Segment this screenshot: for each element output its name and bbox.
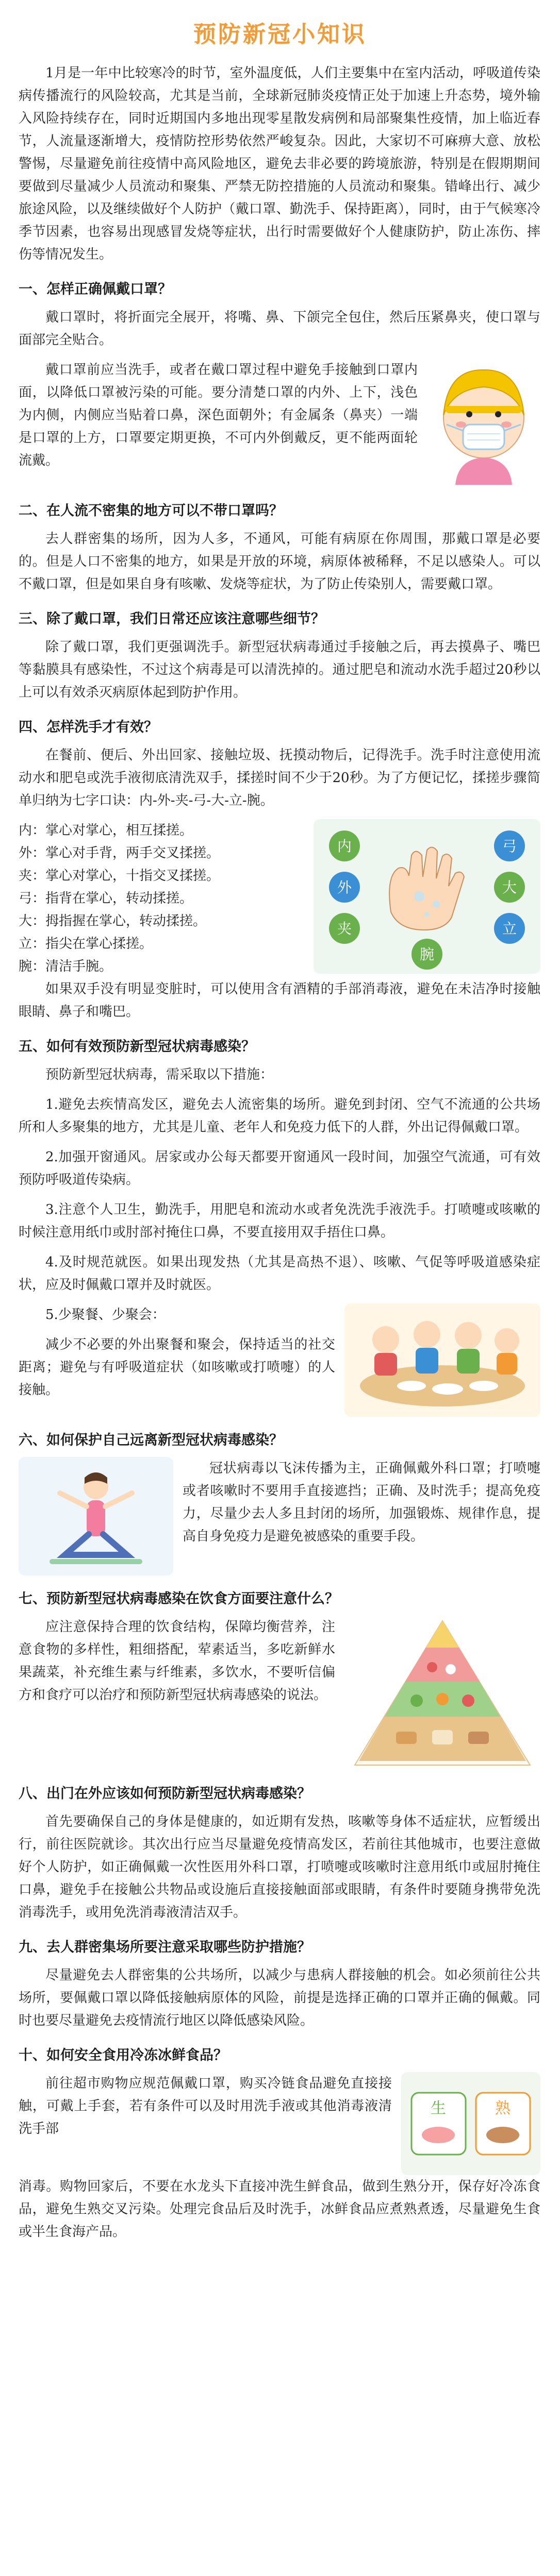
section-2-heading: 二、在人流不密集的地方可以不带口罩吗？	[19, 503, 283, 519]
page-title: 预防新冠小知识	[193, 21, 367, 47]
section-5-item: 3.注意个人卫生，勤洗手，用肥皂和流动水或者免洗洗手液洗手。打喷嚏或咳嗽的时候注意用纸巾或肘部衬掩住口鼻，不要直接用双手捂住口鼻。	[19, 1202, 540, 1240]
section-1-para-1: 戴口罩时，将折面完全展开，将嘴、鼻、下颌完全包住，然后压紧鼻夹，使口罩与面部完全贴合。	[19, 310, 540, 348]
section-2-para-1: 去人群密集的场所，因为人多，不通风，可能有病原在你周围，那戴口罩是必要的。但是人口不密集的地方，如果是开放的环境，病原体被稀释，不足以感染人。可以不戴口罩，但是如果自身有咳嗽、发烧等症状，为了防止传染别人，需要戴口罩。	[19, 531, 540, 592]
section-4-heading: 四、怎样洗手才有效？	[19, 719, 158, 735]
section-3-para-1: 除了戴口罩，我们更强调洗手。新型冠状病毒通过手接触之后，再去摸鼻子、嘴巴等黏膜具有感染性，不过这个病毒是可以清洗掉的。通过肥皂和流动水洗手超过20秒以上可以有效杀灭病原体起到防护作用。	[19, 639, 540, 700]
section-4-para-1: 在餐前、便后、外出回家、接触垃圾、抚摸动物后，记得洗手。洗手时注意使用流动水和肥皂或洗手液彻底清洗双手，揉搓时间不少于20秒。为了方便记忆，揉搓步骤简单归纳为七字口诀：内-外-夹-弓-大-立-腕。	[19, 748, 540, 808]
wheel-char-nei: 内	[337, 838, 352, 855]
yoga-illustration	[19, 1457, 173, 1575]
section-10-para-1: 前往超市购物应规范佩戴口罩，购买冷链食品避免直接接触，可戴上手套，若有条件可以及时用洗手液或其他消毒液清洗手部	[19, 2076, 392, 2137]
wheel-char-gong: 弓	[502, 838, 517, 855]
handwash-step: 夹：掌心对掌心，十指交叉揉搓。	[19, 868, 220, 884]
section-4-para-2: 如果双手没有明显变脏时，可以使用含有酒精的手部消毒液，避免在未洁净时接触眼睛、鼻子和嘴巴。	[19, 981, 540, 1020]
section-5-item: 减少不必要的外出聚餐和聚会，保持适当的社交距离；避免与有呼吸道症状（如咳嗽或打喷嚏）的人接触。	[19, 1337, 335, 1398]
section-9-para-1: 尽量避免去人群密集的公共场所，以减少与患病人群接触的机会。如必须前往公共场所，要佩戴口罩以降低接触病原体的风险，前提是选择正确的口罩并正确的佩戴。同时也要尽量避免去疫情流行地区以降低感染风险。	[19, 1968, 540, 2028]
section-5-heading: 五、如何有效预防新型冠状病毒感染？	[19, 1039, 255, 1055]
section-5-item: 4.及时规范就医。如果出现发热（尤其是高热不退）、咳嗽、气促等呼吸道感染症状，应及时佩戴口罩并及时就医。	[19, 1255, 540, 1293]
handwash-steps-illustration	[314, 819, 540, 974]
section-6-figure-row	[19, 1457, 540, 1575]
article-body	[19, 62, 540, 2250]
section-9-heading: 九、去人群密集场所要注意采取哪些防护措施？	[19, 1939, 311, 1955]
cooked-label: 熟	[495, 2099, 510, 2117]
handwash-steps-row	[19, 819, 540, 978]
wheel-char-wai: 外	[337, 879, 352, 896]
raw-cooked-food-illustration	[401, 2072, 540, 2175]
wheel-char-jia: 夹	[337, 920, 352, 937]
wheel-char-wan: 腕	[419, 946, 435, 963]
handwash-steps-list	[19, 819, 304, 978]
section-7-figure-row	[19, 1616, 540, 1770]
food-pyramid-illustration	[344, 1616, 540, 1770]
handwash-step: 外：掌心对手背，两手交叉揉搓。	[19, 845, 220, 861]
handwash-step: 内：掌心对掌心，相互揉搓。	[19, 823, 193, 838]
handwash-step: 大：拇指握在掌心，转动揉搓。	[19, 913, 207, 929]
handwash-step: 立：指尖在掌心揉搓。	[19, 936, 153, 952]
handwash-step: 腕：清洁手腕。	[19, 959, 113, 974]
raw-label: 生	[431, 2099, 446, 2117]
section-5-item: 1.避免去疾情高发区，避免去人流密集的场所。避免到封闭、空气不流通的公共场所和人多聚集的地方，尤其是儿童、老年人和免疫力低下的人群，外出记得佩戴口罩。	[19, 1097, 540, 1135]
section-6-para-1: 冠状病毒以飞沫传播为主，正确佩戴外科口罩；打喷嚏或者咳嗽时不要用手直接遮挡；正确、及时洗手；提高免疫力，尽量少去人多且封闭的场所，加强锻炼、规律作息，提高自身免疫力是避免被感染的重要手段。	[183, 1461, 540, 1544]
section-10-para-2: 消毒。购物回家后，不要在水龙头下直接冲洗生鲜食品，做到生熟分开，保存好冷冻食品，避免生熟交叉污染。处理完食品后及时洗手，冰鲜食品应煮熟煮透，尽量避免生食或半生食海产品。	[19, 2179, 540, 2240]
family-dinner-illustration	[344, 1303, 540, 1417]
section-7-para-1: 应注意保持合理的饮食结构，保障均衡营养，注意食物的多样性，粗细搭配，荤素适当，多吃新鲜水果蔬菜，补充维生素与纤维素，多饮水，不要听信偏方和食疗可以治疗和预防新型冠状病毒感染的说法。	[19, 1619, 335, 1703]
section-3-heading: 三、除了戴口罩，我们日常还应该注意哪些细节？	[19, 611, 325, 627]
wheel-char-da: 大	[502, 879, 517, 896]
section-10-figure-row	[19, 2072, 540, 2175]
section-1-heading: 一、怎样正确佩戴口罩？	[19, 281, 172, 297]
wheel-char-li: 立	[502, 920, 517, 937]
intro-paragraph: 1月是一年中比较寒冷的时节，室外温度低，人们主要集中在室内活动，呼吸道传染病传播流行的风险较高，尤其是当前，全球新冠肺炎疫情正处于加速上升态势，境外输入风险持续存在，同时近期国内多地出现零星散发病例和局部聚集性疫情，加上临近春节，人流量逐渐增大，疫情防控形势依然严峻复杂。因此，大家切不可麻痹大意、放松警惕，尽量避免前往疫情中高风险地区，避免去非必要的跨境旅游，特别是在假期期间要做到尽量减少人员流动和聚集、严禁无防控措施的人员流动和聚集。错峰出行、减少旅途风险，以及继续做好个人防护（戴口罩、勤洗手、保持距离），同时，由于气候寒冷季节因素，也容易出现感冒发烧等症状，出行时需要做好个人健康防护，防止冻伤、摔伤等情况发生。	[19, 65, 540, 262]
section-1-figure-row	[19, 359, 540, 487]
section-5-figure-row	[19, 1303, 540, 1417]
handwash-step: 弓：指背在掌心，转动揉搓。	[19, 891, 193, 906]
section-6-heading: 六、如何保护自己远离新型冠状病毒感染？	[19, 1432, 283, 1448]
section-10-heading: 十、如何安全食用冷冻冰鲜食品？	[19, 2047, 227, 2063]
child-mask-illustration	[427, 359, 540, 487]
section-7-heading: 七、预防新型冠状病毒感染在饮食方面要注意什么？	[19, 1591, 339, 1607]
section-8-para-1: 首先要确保自己的身体是健康的，如近期有发热，咳嗽等身体不适症状，应暂缓出行，前往医院就诊。其次出行应当尽量避免疫情高发区，若前往其他城市，也要注意做好个人防护，如正确佩戴一次性医用外科口罩，打喷嚏或咳嗽时注意用纸巾或屈肘掩住口鼻，避免手在接触公共物品或设施后直接接触面部或眼睛，有条件时要随身携带免洗消毒洗手，或用免洗消毒液清洁双手。	[19, 1814, 540, 1920]
section-5-item: 2.加强开窗通风。居家或办公每天都要开窗通风一段时间，加强空气流通，可有效预防呼吸道传染病。	[19, 1149, 540, 1188]
section-5-intro: 预防新型冠状病毒，需采取以下措施：	[45, 1067, 274, 1082]
section-5-item: 5.少聚餐、少聚会：	[45, 1307, 166, 1323]
section-8-heading: 八、出门在外应该如何预防新型冠状病毒感染？	[19, 1786, 311, 1802]
section-1-para-2: 戴口罩前应当洗手，或者在戴口罩过程中避免手接触到口罩内面，以降低口罩被污染的可能。要分清楚口罩的内外、上下，浅色为内侧，内侧应当贴着口鼻，深色面朝外；有金属条（鼻夹）一端是口罩的上方，口罩要定期更换，不可内外倒戴反，更不能两面轮流戴。	[19, 362, 418, 468]
